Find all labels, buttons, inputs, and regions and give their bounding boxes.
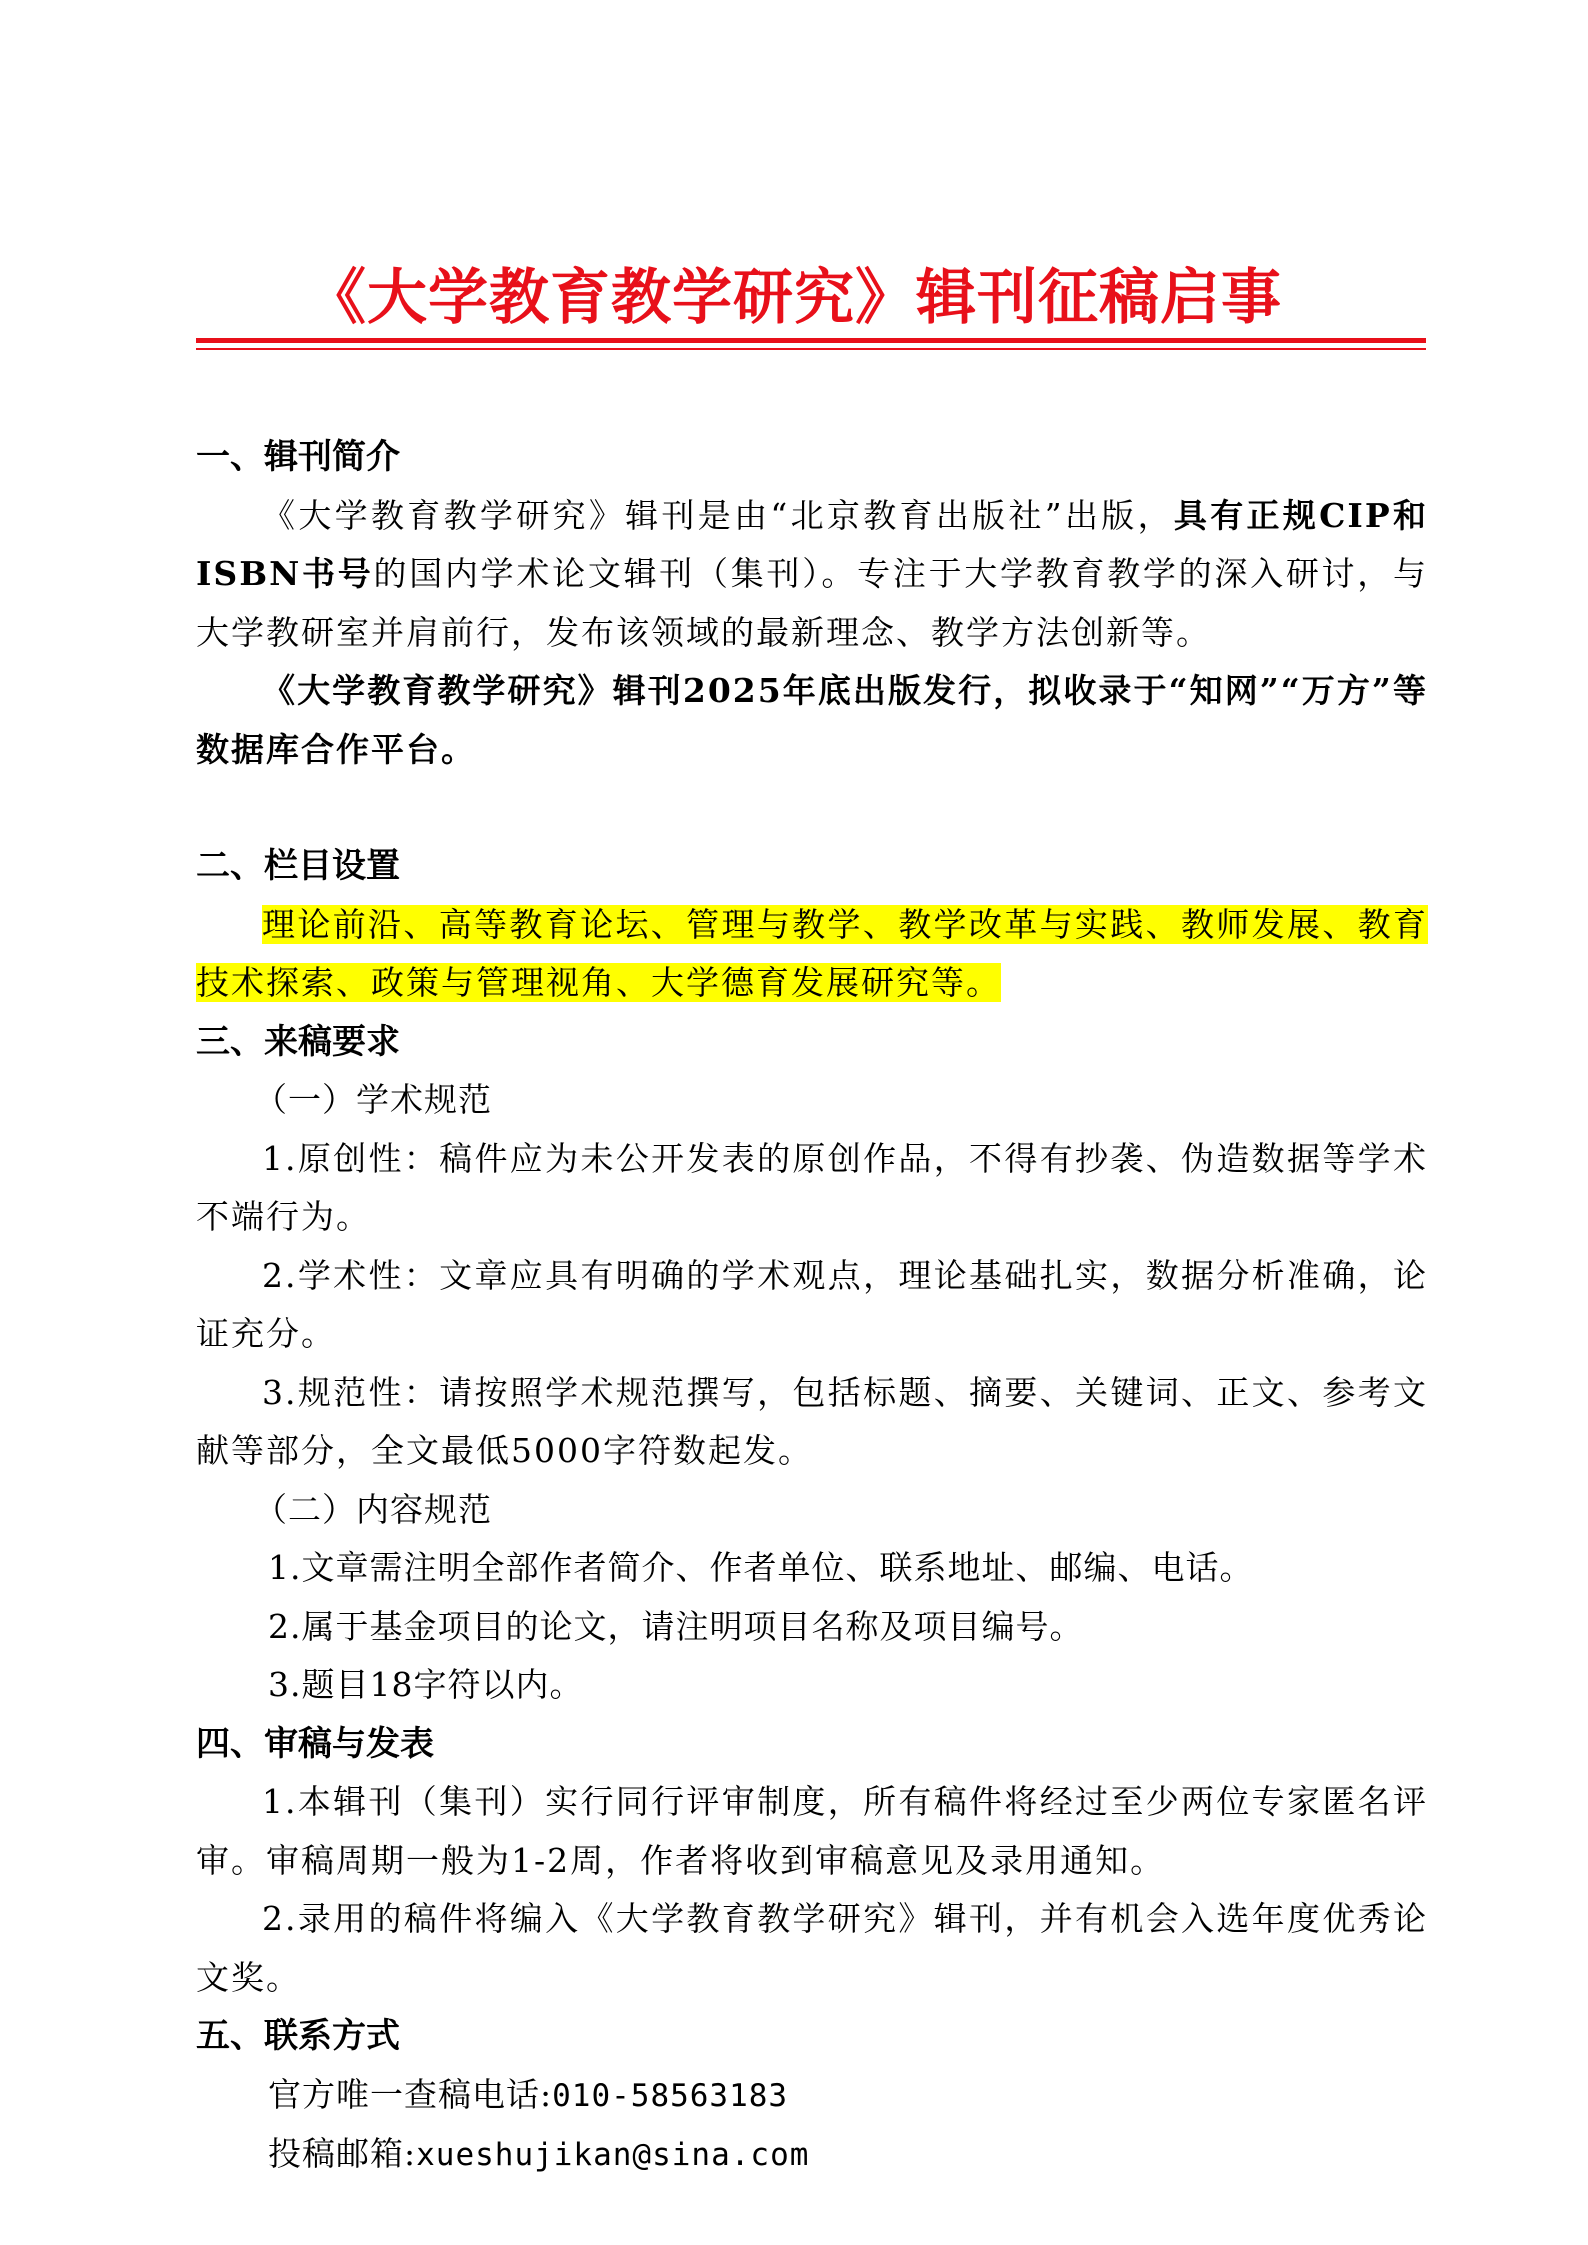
content-item-title-length: 3.题目18字符以内。 bbox=[268, 1665, 584, 1704]
section-heading-intro: 一、辑刊简介 bbox=[196, 437, 400, 477]
title-rule-thick bbox=[196, 338, 1426, 343]
review-item-peer: 1.本辑刊（集刊）实行同行评审制度，所有稿件将经过至少两位专家匿名评审。审稿周期一般为1-2周，作者将收到审稿意见及录用通知。 bbox=[196, 1782, 1428, 1880]
requirement-item-originality: 1.原创性：稿件应为未公开发表的原创作品，不得有抄袭、伪造数据等学术不端行为。 bbox=[196, 1138, 1428, 1236]
section-heading-columns: 二、栏目设置 bbox=[196, 846, 400, 886]
contact-phone-line bbox=[196, 2066, 1428, 2126]
intro-text-c: 的国内学术论文辑刊（集刊）。专注于大学教育教学的深入研讨，与大学教研室并肩前行，发布该领域的最新理念、教学方法创新等。 bbox=[196, 554, 1428, 652]
phone-number: 010-58563183 bbox=[552, 2077, 789, 2114]
spacer bbox=[196, 779, 1428, 837]
section-heading-contact: 五、联系方式 bbox=[196, 2016, 400, 2056]
requirement-item-format: 3.规范性：请按照学术规范撰写，包括标题、摘要、关键词、正文、参考文献等部分，全文最低5000字符数起发。 bbox=[196, 1372, 1428, 1470]
intro-text-bold: 具有正规CIP和ISBN书号 bbox=[196, 495, 1428, 593]
intro-paragraph-1 bbox=[196, 487, 1428, 663]
intro-text-a: 《大学教育教学研究》辑刊是由“北京教育出版社”出版， bbox=[262, 495, 1174, 535]
columns-highlighted-text: 理论前沿、高等教育论坛、管理与教学、教学改革与实践、教师发展、教育技术探索、政策与管理视角、大学德育发展研究等。 bbox=[196, 904, 1428, 1002]
document-title: 《大学教育教学研究》辑刊征稿启事 bbox=[306, 263, 1282, 333]
section-heading-requirements: 三、来稿要求 bbox=[196, 1021, 400, 1062]
review-item-publish: 2.录用的稿件将编入《大学教育教学研究》辑刊，并有机会入选年度优秀论文奖。 bbox=[196, 1899, 1428, 1997]
columns-paragraph bbox=[196, 896, 1428, 1013]
intro-paragraph-2: 《大学教育教学研究》辑刊2025年底出版发行，拟收录于“知网”“万方”等数据库合作平台。 bbox=[196, 671, 1428, 769]
contact-email-line bbox=[196, 2125, 1428, 2185]
email-address: xueshujikan@sina.com bbox=[416, 2137, 810, 2173]
document-body bbox=[196, 428, 1428, 2185]
phone-label: 官方唯一查稿电话: bbox=[268, 2074, 553, 2114]
title-rule-thin bbox=[196, 348, 1426, 350]
content-item-fund: 2.属于基金项目的论文，请注明项目名称及项目编号。 bbox=[268, 1606, 1084, 1646]
email-label: 投稿邮箱: bbox=[268, 2134, 417, 2173]
content-item-authors: 1.文章需注明全部作者简介、作者单位、联系地址、邮编、电话。 bbox=[268, 1548, 1254, 1587]
requirement-item-academic: 2.学术性：文章应具有明确的学术观点，理论基础扎实，数据分析准确，论证充分。 bbox=[196, 1255, 1428, 1353]
subheading-content-norms: （二）内容规范 bbox=[254, 1489, 492, 1529]
section-heading-review: 四、审稿与发表 bbox=[196, 1723, 434, 1764]
subheading-academic-norms: （一）学术规范 bbox=[254, 1080, 492, 1119]
